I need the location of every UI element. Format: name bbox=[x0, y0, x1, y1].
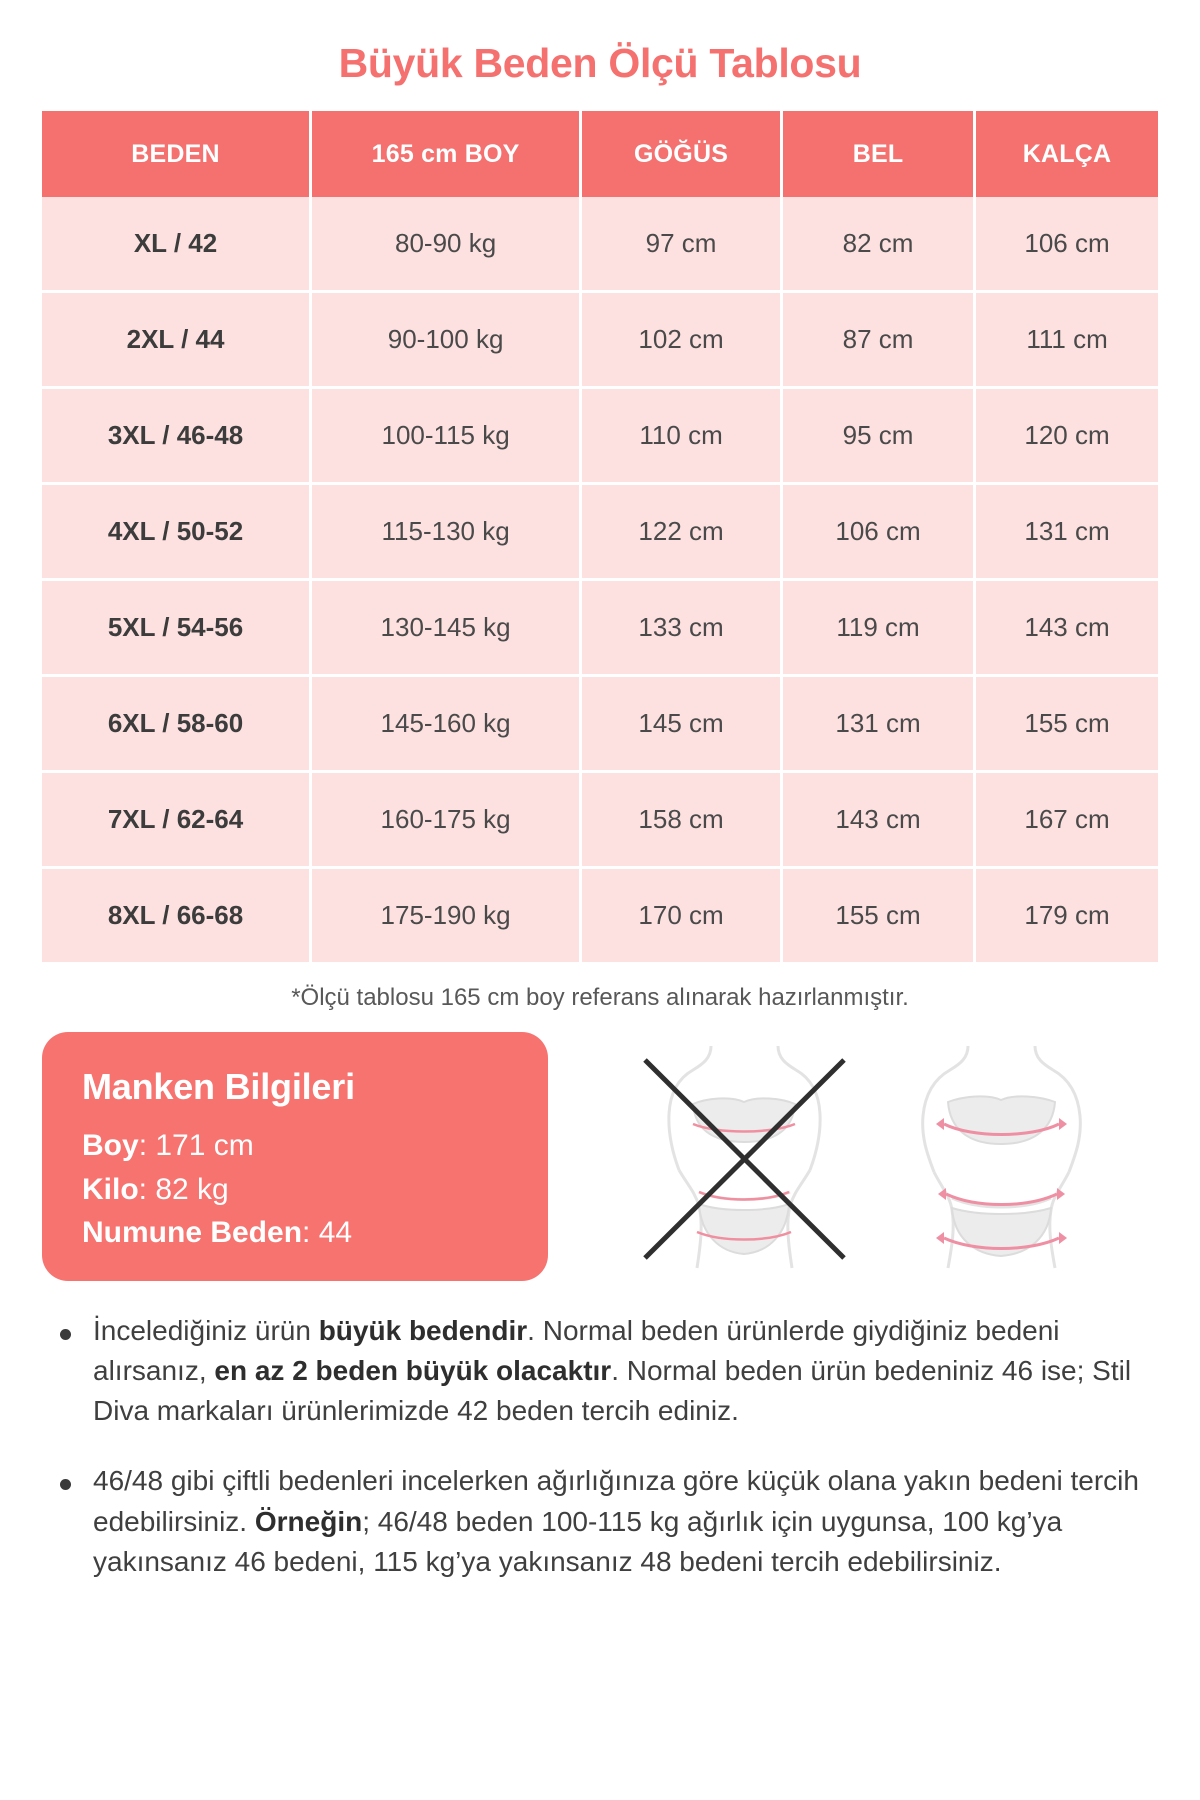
cell-gogus: 97 cm bbox=[582, 197, 783, 293]
correct-measure-figure bbox=[894, 1042, 1109, 1270]
model-weight-row bbox=[82, 1168, 514, 1212]
cell-kalca: 131 cm bbox=[976, 485, 1158, 581]
cell-beden: 3XL / 46-48 bbox=[42, 389, 312, 485]
cell-kalca: 155 cm bbox=[976, 677, 1158, 773]
table-row bbox=[42, 485, 1158, 581]
note-segment-bold: Örneğin bbox=[254, 1505, 363, 1537]
cell-bel: 155 cm bbox=[783, 869, 976, 962]
cell-boy: 80-90 kg bbox=[312, 197, 582, 293]
model-sample-size-row bbox=[82, 1211, 514, 1255]
note-segment-bold: en az 2 beden büyük olacaktır bbox=[214, 1354, 612, 1386]
measurement-figures bbox=[548, 1032, 1158, 1281]
cell-kalca: 106 cm bbox=[976, 197, 1158, 293]
table-row bbox=[42, 869, 1158, 962]
column-header-bel: BEL bbox=[783, 111, 976, 197]
cell-kalca: 120 cm bbox=[976, 389, 1158, 485]
column-header-gogus: GÖĞÜS bbox=[582, 111, 783, 197]
cell-boy: 145-160 kg bbox=[312, 677, 582, 773]
model-height-row bbox=[82, 1124, 514, 1168]
table-row bbox=[42, 581, 1158, 677]
model-height-label: Boy bbox=[82, 1129, 139, 1162]
model-and-figures-section bbox=[42, 1032, 1158, 1281]
model-weight-label: Kilo bbox=[82, 1172, 139, 1206]
column-header-boy: 165 cm BOY bbox=[312, 111, 582, 197]
cell-beden: 2XL / 44 bbox=[42, 293, 312, 389]
cell-gogus: 158 cm bbox=[582, 773, 783, 869]
column-header-beden: BEDEN bbox=[42, 111, 312, 197]
model-info-card bbox=[42, 1032, 548, 1281]
cell-kalca: 179 cm bbox=[976, 869, 1158, 962]
cell-gogus: 122 cm bbox=[582, 485, 783, 581]
table-row bbox=[42, 389, 1158, 485]
cell-beden: 5XL / 54-56 bbox=[42, 581, 312, 677]
cell-beden: 7XL / 62-64 bbox=[42, 773, 312, 869]
incorrect-measure-figure bbox=[637, 1042, 852, 1270]
cell-gogus: 170 cm bbox=[582, 869, 783, 962]
column-header-kalca: KALÇA bbox=[976, 111, 1158, 197]
cell-bel: 106 cm bbox=[783, 485, 976, 581]
size-table-body bbox=[42, 197, 1158, 962]
size-table-head bbox=[42, 111, 1158, 197]
model-sample-size-value: : 44 bbox=[302, 1216, 353, 1249]
cell-boy: 130-145 kg bbox=[312, 581, 582, 677]
list-item bbox=[52, 1311, 1152, 1432]
cell-kalca: 143 cm bbox=[976, 581, 1158, 677]
size-table bbox=[42, 111, 1158, 962]
bullet-dot-icon bbox=[60, 1479, 71, 1490]
table-row bbox=[42, 293, 1158, 389]
notes-list bbox=[42, 1311, 1158, 1583]
note-text-1 bbox=[93, 1311, 1152, 1432]
note-segment: ; 46/48 beden 100-115 kg ağırlık için uygunsa, 100 kg’ya yakınsanız 46 bedeni, 115 kg’ya yakınsanız 48 bedeni tercih edebilirsiniz. bbox=[93, 1505, 1063, 1578]
cell-boy: 175-190 kg bbox=[312, 869, 582, 962]
cell-bel: 119 cm bbox=[783, 581, 976, 677]
note-segment: İncelediğiniz ürün bbox=[93, 1314, 319, 1346]
cell-bel: 143 cm bbox=[783, 773, 976, 869]
cell-bel: 87 cm bbox=[783, 293, 976, 389]
note-segment: . Normal beden ürünlerde giydiğiniz bedeni alırsanız, bbox=[93, 1314, 1060, 1386]
table-row bbox=[42, 197, 1158, 293]
table-row bbox=[42, 773, 1158, 869]
model-weight-value: : 82 kg bbox=[138, 1172, 229, 1206]
cell-bel: 95 cm bbox=[783, 389, 976, 485]
cell-bel: 82 cm bbox=[783, 197, 976, 293]
cell-beden: 4XL / 50-52 bbox=[42, 485, 312, 581]
model-info-heading: Manken Bilgileri bbox=[82, 1066, 355, 1107]
page-title: Büyük Beden Ölçü Tablosu bbox=[338, 40, 862, 86]
cell-gogus: 133 cm bbox=[582, 581, 783, 677]
body-outline-icon bbox=[894, 1042, 1109, 1270]
cell-boy: 160-175 kg bbox=[312, 773, 582, 869]
cell-boy: 100-115 kg bbox=[312, 389, 582, 485]
cell-kalca: 167 cm bbox=[976, 773, 1158, 869]
cell-boy: 115-130 kg bbox=[312, 485, 582, 581]
bullet-dot-icon bbox=[60, 1329, 71, 1340]
note-text-2 bbox=[93, 1461, 1152, 1582]
cell-beden: 8XL / 66-68 bbox=[42, 869, 312, 962]
cell-beden: XL / 42 bbox=[42, 197, 312, 293]
cell-gogus: 145 cm bbox=[582, 677, 783, 773]
note-segment-bold: büyük bedendir bbox=[318, 1314, 528, 1346]
cell-beden: 6XL / 58-60 bbox=[42, 677, 312, 773]
cell-boy: 90-100 kg bbox=[312, 293, 582, 389]
model-sample-size-label: Numune Beden bbox=[82, 1216, 303, 1249]
cell-gogus: 110 cm bbox=[582, 389, 783, 485]
model-height-value: : 171 cm bbox=[138, 1129, 254, 1162]
cell-gogus: 102 cm bbox=[582, 293, 783, 389]
table-footnote: *Ölçü tablosu 165 cm boy referans alınarak hazırlanmıştır. bbox=[291, 984, 909, 1011]
note-segment: 46/48 gibi çiftli bedenleri incelerken ağırlığınıza göre küçük olana yakın bedeni tercih edebilirsiniz. bbox=[93, 1465, 1139, 1537]
table-header-row bbox=[42, 111, 1158, 197]
table-row bbox=[42, 677, 1158, 773]
note-segment: . Normal beden ürün bedeniniz 46 ise; Stil Diva markaları ürünlerimizde 42 beden tercih ediniz. bbox=[93, 1354, 1132, 1427]
cell-bel: 131 cm bbox=[783, 677, 976, 773]
cell-kalca: 111 cm bbox=[976, 293, 1158, 389]
list-item bbox=[52, 1461, 1152, 1582]
body-outline-icon bbox=[637, 1042, 852, 1270]
